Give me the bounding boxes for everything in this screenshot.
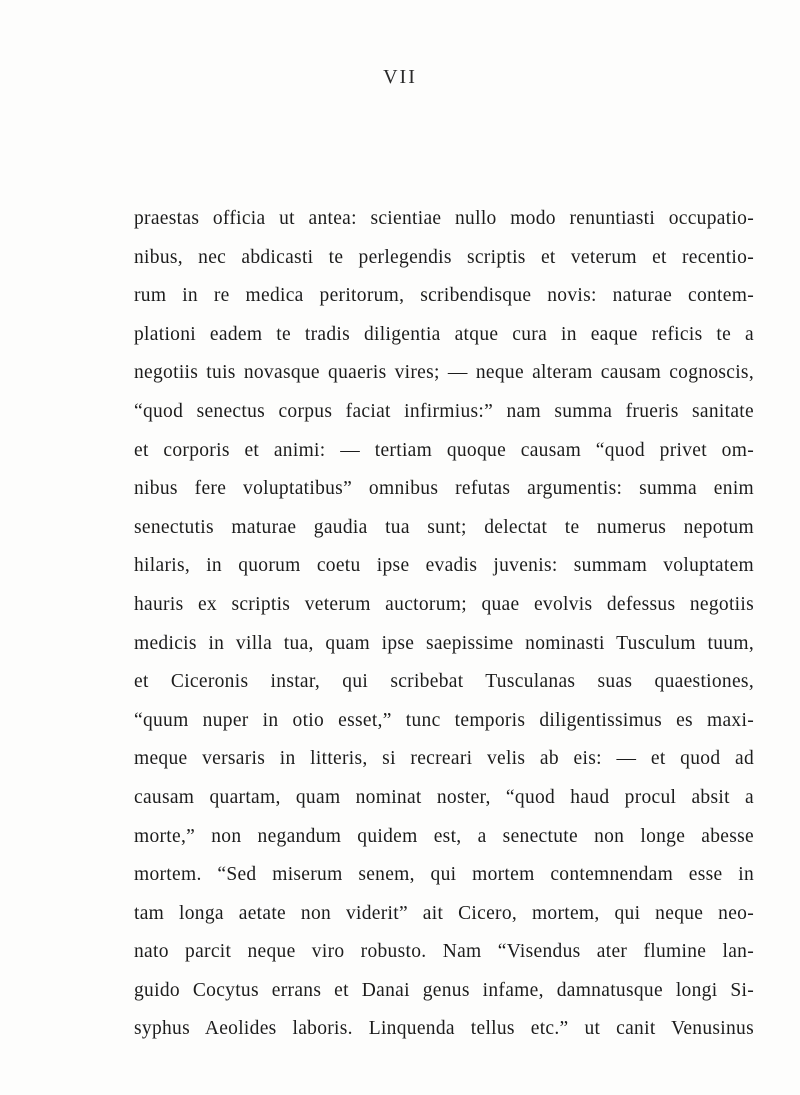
text-line: meque versaris in litteris, si recreari velis ab eis: — et quod ad	[134, 748, 754, 770]
text-line: et Ciceronis instar, qui scribebat Tusculanas suas quaestiones,	[134, 671, 754, 693]
body-text	[134, 200, 754, 1049]
text-line: hauris ex scriptis veterum auctorum; quae evolvis defessus negotiis	[134, 593, 754, 615]
text-line: plationi eadem te tradis diligentia atque cura in eaque reficis te a	[134, 323, 754, 345]
text-line: guido Cocytus errans et Danai genus infame, damnatusque longi Si-	[134, 979, 754, 1001]
text-line: nibus fere voluptatibus” omnibus refutas argumentis: summa enim	[134, 478, 754, 500]
text-line: mortem. “Sed miserum senem, qui mortem contemnendam esse in	[134, 864, 754, 886]
page-number: VII	[383, 66, 417, 88]
text-line: hilaris, in quorum coetu ipse evadis juvenis: summam voluptatem	[134, 555, 754, 577]
text-line: nibus, nec abdicasti te perlegendis scriptis et veterum et recentio-	[134, 246, 754, 268]
text-line: senectutis maturae gaudia tua sunt; delectat te numerus nepotum	[134, 516, 754, 538]
text-line: morte,” non negandum quidem est, a senectute non longe abesse	[134, 825, 754, 847]
text-line: “quum nuper in otio esset,” tunc temporis diligentissimus es maxi-	[134, 709, 754, 731]
text-line: “quod senectus corpus faciat infirmius:” nam summa frueris sanitate	[134, 400, 754, 422]
text-line: syphus Aeolides laboris. Linquenda tellus etc.” ut canit Venusinus	[134, 1018, 754, 1040]
text-line: praestas officia ut antea: scientiae nullo modo renuntiasti occupatio-	[134, 208, 754, 229]
text-line: medicis in villa tua, quam ipse saepissime nominasti Tusculum tuum,	[134, 632, 754, 654]
text-line: rum in re medica peritorum, scribendisque novis: naturae contem-	[134, 285, 754, 307]
text-line: negotiis tuis novasque quaeris vires; — neque alteram causam cognoscis,	[134, 362, 754, 384]
text-line: causam quartam, quam nominat noster, “quod haud procul absit a	[134, 786, 754, 808]
text-line: tam longa aetate non viderit” ait Cicero, mortem, qui neque neo-	[134, 902, 754, 924]
text-line: nato parcit neque viro robusto. Nam “Visendus ater flumine lan-	[134, 941, 754, 963]
text-line: et corporis et animi: — tertiam quoque causam “quod privet om-	[134, 439, 754, 461]
